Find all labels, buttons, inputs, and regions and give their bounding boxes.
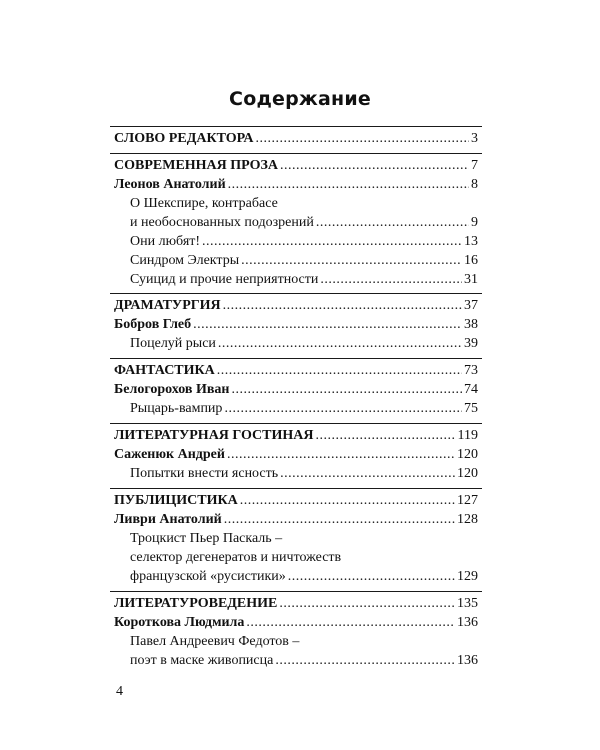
page-number: 4 [116, 684, 123, 699]
section-heading [114, 426, 478, 446]
section-divider [110, 293, 482, 294]
work-entry-page: 39 [464, 336, 478, 351]
section-heading-page: 127 [457, 493, 478, 508]
work-entry-page: 13 [464, 234, 478, 249]
author-entry-page: 8 [471, 177, 478, 192]
leader-dots [275, 651, 455, 671]
author-entry-page: 128 [457, 512, 478, 527]
section-divider [110, 423, 482, 424]
section-heading-label: СЛОВО РЕДАКТОРА [114, 131, 254, 146]
author-entry-label: Ливри Анатолий [114, 512, 222, 527]
author-entry-label: Саженюк Андрей [114, 447, 225, 462]
section-heading-label: ФАНТАСТИКА [114, 363, 215, 378]
work-entry-page: 16 [464, 253, 478, 268]
work-title-line: Троцкист Пьер Паскаль – [130, 531, 283, 546]
author-entry [114, 510, 478, 530]
leader-dots [320, 270, 462, 290]
work-entry-label: и необоснованных подозрений [130, 215, 314, 230]
leader-dots [279, 594, 455, 614]
work-entry-label: Синдром Электры [130, 253, 240, 268]
leader-dots [280, 156, 469, 176]
work-title-line: О Шекспире, контрабасе [130, 196, 278, 211]
author-entry [114, 380, 478, 400]
section-heading-label: СОВРЕМЕННАЯ ПРОЗА [114, 158, 279, 173]
author-entry-label: Короткова Людмила [114, 615, 245, 630]
leader-dots [223, 296, 462, 316]
work-entry-label: Поцелуй рыси [130, 336, 216, 351]
work-entry [130, 334, 478, 354]
section-heading-page: 135 [457, 596, 478, 611]
page-title: Содержание [229, 88, 371, 110]
work-entry-page: 120 [457, 466, 478, 481]
work-entry-label: поэт в маске живописца [130, 653, 274, 668]
author-entry-page: 120 [457, 447, 478, 462]
work-entry-label: Они любят! [130, 234, 201, 249]
work-entry-page: 31 [464, 272, 478, 287]
section-divider [110, 358, 482, 359]
section-heading-page: 119 [457, 428, 478, 443]
section-heading [114, 594, 478, 614]
work-entry-label: Рыцарь-вампир [130, 401, 223, 416]
section-divider [110, 488, 482, 489]
section-heading-label: ПУБЛИЦИСТИКА [114, 493, 238, 508]
author-entry [114, 613, 478, 633]
section-divider [110, 153, 482, 154]
leader-dots [316, 213, 469, 233]
section-heading-label: ЛИТЕРАТУРНАЯ ГОСТИНАЯ [114, 428, 314, 443]
work-entry [130, 270, 478, 290]
author-entry-label: Белогорохов Иван [114, 382, 230, 397]
section-heading [114, 361, 478, 381]
work-entry [130, 651, 478, 671]
section-heading-label: ЛИТЕРАТУРОВЕДЕНИЕ [114, 596, 278, 611]
author-entry-page: 38 [464, 317, 478, 332]
leader-dots [288, 567, 455, 587]
author-entry [114, 175, 478, 195]
work-entry-page: 136 [457, 653, 478, 668]
author-entry [114, 445, 478, 465]
section-heading [114, 491, 478, 511]
work-entry-label: французской «русистики» [130, 569, 286, 584]
work-entry-label: Суицид и прочие неприятности [130, 272, 319, 287]
section-heading [114, 156, 478, 176]
work-entry-page: 9 [471, 215, 478, 230]
work-entry [130, 232, 478, 252]
work-entry [130, 399, 478, 419]
work-title-line: селектор дегенератов и ничтожеств [130, 550, 342, 565]
section-heading-label: ДРАМАТУРГИЯ [114, 298, 221, 313]
work-entry-page: 75 [464, 401, 478, 416]
section-heading-page: 37 [464, 298, 478, 313]
section-heading [114, 129, 478, 149]
author-entry-label: Леонов Анатолий [114, 177, 226, 192]
leader-dots [256, 129, 469, 149]
leader-dots [280, 464, 455, 484]
section-divider [110, 126, 482, 127]
leader-dots [241, 251, 462, 271]
leader-dots [224, 399, 462, 419]
work-entry-page: 129 [457, 569, 478, 584]
leader-dots [231, 380, 462, 400]
author-entry-page: 74 [464, 382, 478, 397]
leader-dots [315, 426, 455, 446]
leader-dots [193, 315, 462, 335]
work-entry-label: Попытки внести ясность [130, 466, 279, 481]
author-entry-label: Бобров Глеб [114, 317, 192, 332]
leader-dots [228, 175, 469, 195]
section-heading-page: 3 [471, 131, 478, 146]
leader-dots [202, 232, 462, 252]
section-heading-page: 73 [464, 363, 478, 378]
section-divider [110, 591, 482, 592]
work-title-line: Павел Андреевич Федотов – [130, 634, 300, 649]
author-entry [114, 315, 478, 335]
leader-dots [217, 361, 462, 381]
work-entry [130, 464, 478, 484]
author-entry-page: 136 [457, 615, 478, 630]
leader-dots [224, 510, 455, 530]
section-heading-page: 7 [471, 158, 478, 173]
work-entry [130, 251, 478, 271]
work-entry [130, 213, 478, 233]
leader-dots [227, 445, 455, 465]
section-heading [114, 296, 478, 316]
leader-dots [240, 491, 455, 511]
work-entry [130, 567, 478, 587]
leader-dots [218, 334, 462, 354]
leader-dots [246, 613, 455, 633]
